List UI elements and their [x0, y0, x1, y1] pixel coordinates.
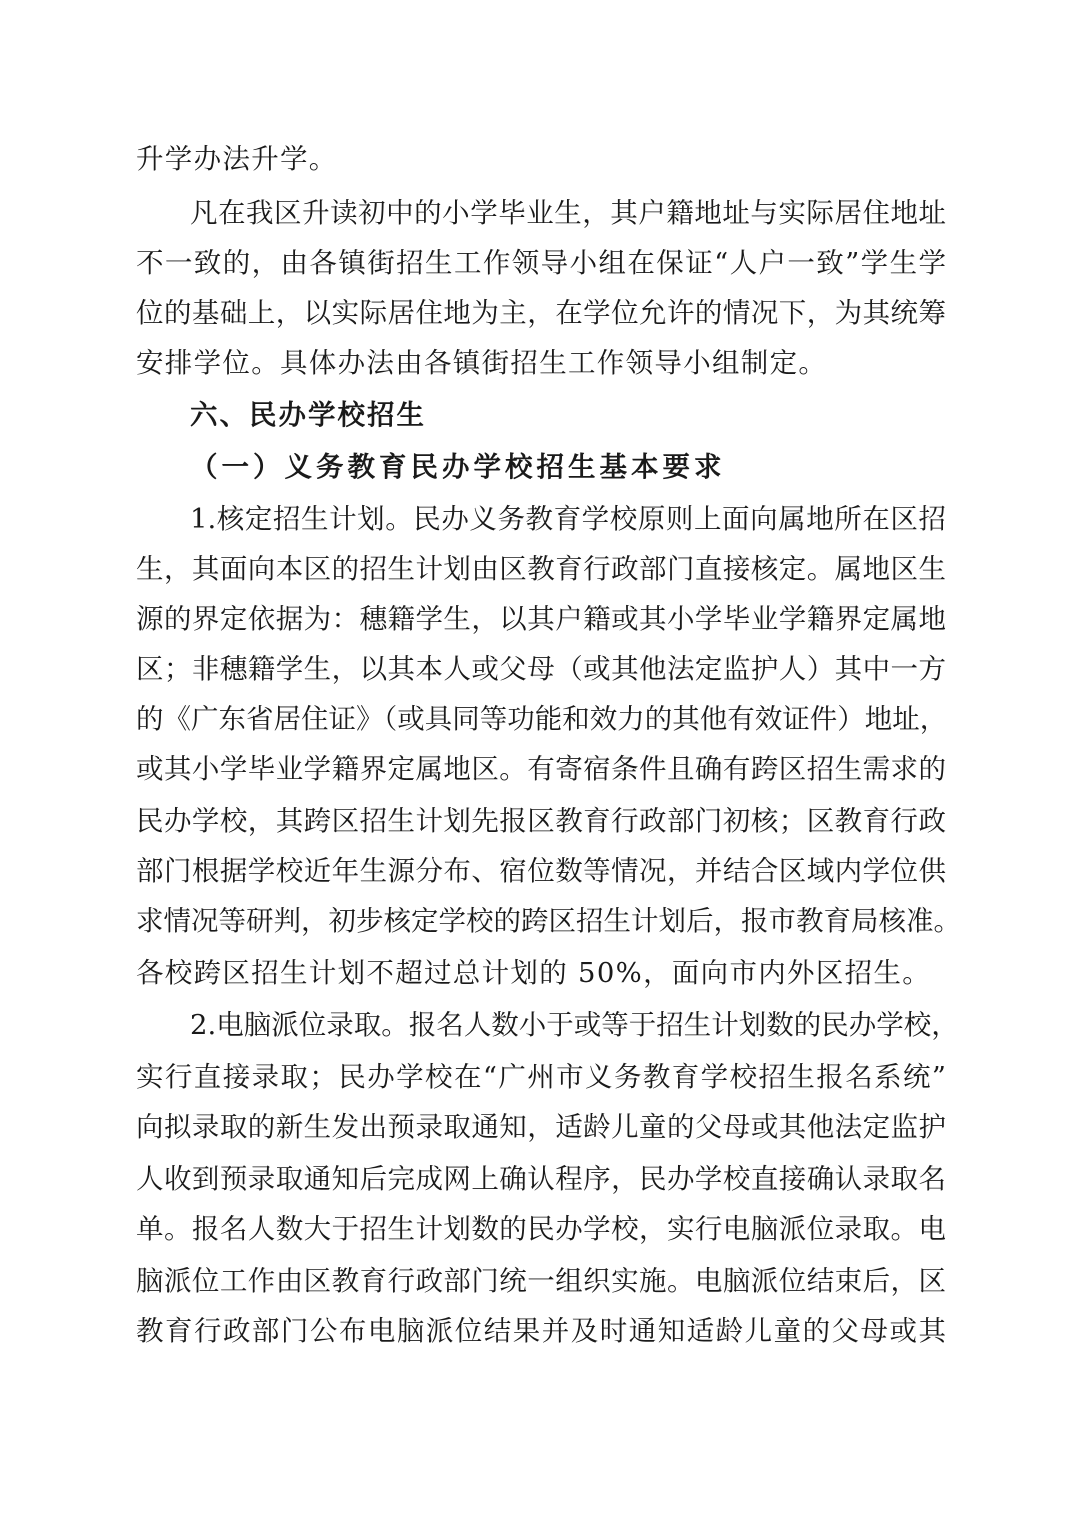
paragraph-line: 单。报名人数大于招生计划数的民办学校，实行电脑派位录取。电 — [136, 1213, 946, 1245]
paragraph-line: 的《广东省居住证》（或具同等功能和效力的其他有效证件）地址， — [136, 703, 948, 735]
paragraph-line: 2.电脑派位录取。报名人数小于或等于招生计划数的民办学校， — [190, 1009, 959, 1041]
paragraph-line: 向拟录取的新生发出预录取通知，适龄儿童的父母或其他法定监护 — [136, 1111, 946, 1143]
paragraph-line: 部门根据学校近年生源分布、宿位数等情况，并结合区域内学位供 — [136, 855, 946, 887]
paragraph-line: 源的界定依据为：穗籍学生，以其户籍或其小学毕业学籍界定属地 — [136, 603, 946, 635]
section-heading: 六、民办学校招生 — [190, 399, 426, 431]
paragraph-line: 或其小学毕业学籍界定属地区。有寄宿条件且确有跨区招生需求的 — [136, 753, 946, 785]
paragraph-line: 1.核定招生计划。民办义务教育学校原则上面向属地所在区招 — [190, 503, 946, 535]
paragraph-line: 凡在我区升读初中的小学毕业生，其户籍地址与实际居住地址 — [190, 197, 946, 229]
paragraph-line: 脑派位工作由区教育行政部门统一组织实施。电脑派位结束后，区 — [136, 1265, 946, 1297]
paragraph-line: 位的基础上，以实际居住地为主，在学位允许的情况下，为其统筹 — [136, 297, 946, 329]
paragraph-line: 安排学位。具体办法由各镇街招生工作领导小组制定。 — [136, 347, 828, 379]
paragraph-line: 实行直接录取；民办学校在“广州市义务教育学校招生报名系统” — [136, 1061, 946, 1093]
paragraph-line: 民办学校，其跨区招生计划先报区教育行政部门初核；区教育行政 — [136, 805, 946, 837]
paragraph-line: 人收到预录取通知后完成网上确认程序，民办学校直接确认录取名 — [136, 1163, 946, 1195]
paragraph-line: 区；非穗籍学生，以其本人或父母（或其他法定监护人）其中一方 — [136, 653, 946, 685]
paragraph-line: 教育行政部门公布电脑派位结果并及时通知适龄儿童的父母或其 — [136, 1315, 946, 1347]
paragraph-line: 升学办法升学。 — [136, 143, 338, 175]
sub-heading: （一）义务教育民办学校招生基本要求 — [190, 451, 726, 483]
paragraph-line: 生，其面向本区的招生计划由区教育行政部门直接核定。属地区生 — [136, 553, 946, 585]
paragraph-line: 不一致的，由各镇街招生工作领导小组在保证“人户一致”学生学 — [136, 247, 946, 279]
paragraph-line: 求情况等研判，初步核定学校的跨区招生计划后，报市教育局核准。 — [136, 905, 961, 937]
paragraph-line: 各校跨区招生计划不超过总计划的 50%，面向市内外区招生。 — [136, 957, 932, 989]
